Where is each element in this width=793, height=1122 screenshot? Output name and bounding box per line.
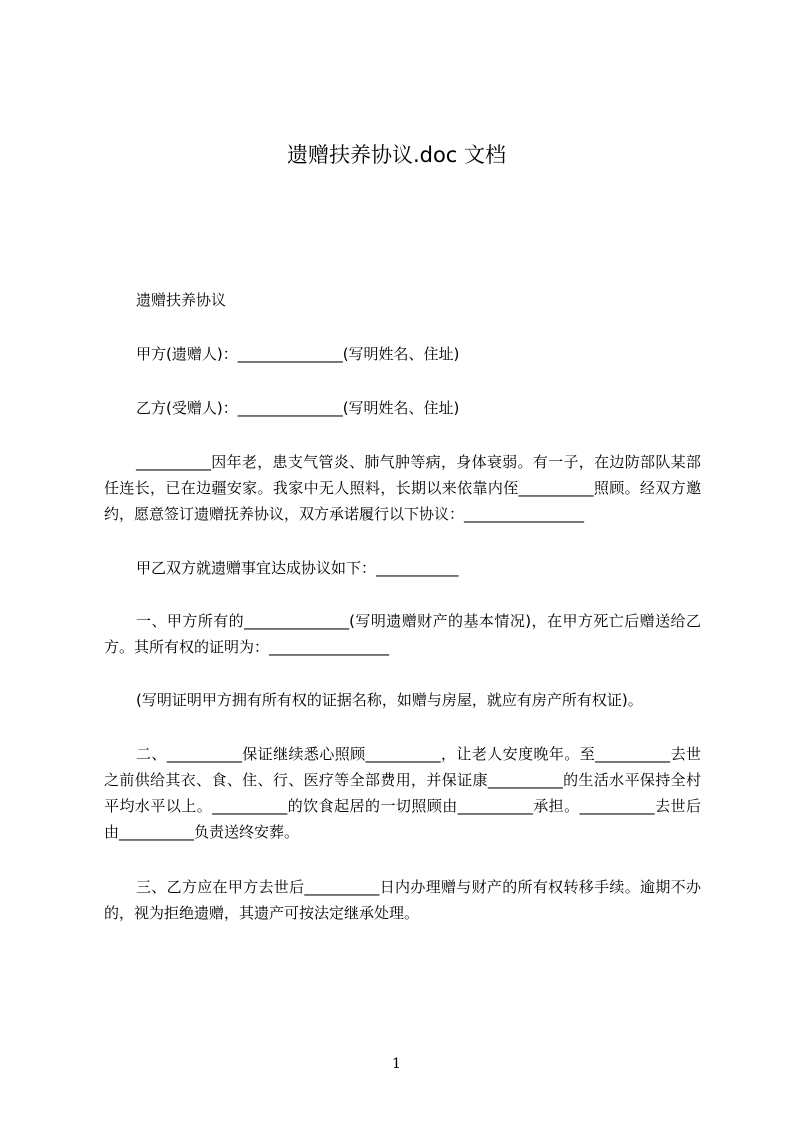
clause-one-note: (写明证明甲方拥有所有权的证据名称，如赠与房屋，就应有房产所有权证)。 bbox=[136, 691, 643, 709]
clause-one: 一、甲方所有的______________(写明遗赠财产的基本情况)，在甲方死亡后赠送给乙方。其所有权的证明为：________________ bbox=[104, 612, 701, 656]
background-paragraph: __________因年老，患支气管炎、肺气肿等病，身体衰弱。有一子，在边防部队某部任连长，已在边疆安家。我家中无人照料，长期以来依靠内侄__________照顾。经双方邀约，愿意签订遗赠抚养协议，双方承诺履行以下协议：________________ bbox=[104, 453, 701, 523]
party-b-line: 乙方(受赠人)：______________(写明姓名、住址) bbox=[136, 399, 460, 417]
clause-two: 二、__________保证继续悉心照顾__________，让老人安度晚年。至__________去世之前供给其衣、食、住、行、医疗等全部费用，并保证康__________的生活水平保持全村平均水平以上。__________的饮食起居的一切照顾由__________承担。__________去世后由__________负责送终安葬。 bbox=[104, 745, 701, 841]
clause-three: 三、乙方应在甲方去世后__________日内办理赠与财产的所有权转移手续。逾期不办的，视为拒绝遗赠，其遗产可按法定继承处理。 bbox=[104, 878, 701, 922]
document-title: 遗赠扶养协议.doc 文档 bbox=[286, 143, 507, 167]
page-number: 1 bbox=[392, 1056, 401, 1072]
agreement-heading: 遗赠扶养协议 bbox=[136, 291, 227, 309]
agreement-intro: 甲乙双方就遗赠事宜达成协议如下：___________ bbox=[136, 559, 459, 577]
party-a-line: 甲方(遗赠人)：______________(写明姓名、住址) bbox=[136, 345, 460, 363]
